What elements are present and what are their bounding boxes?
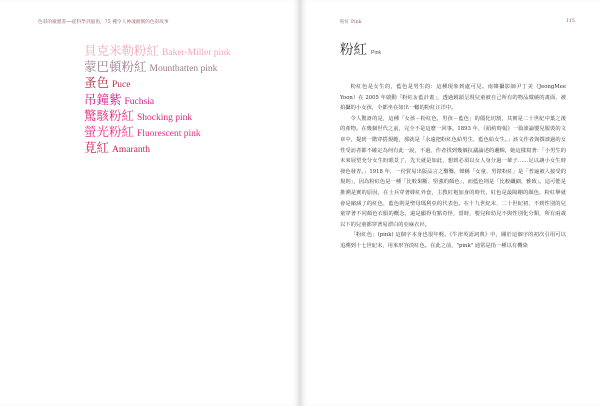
section-title-en: Pink [371,50,382,56]
pink-color-entry [84,76,231,92]
paragraph: 「粉紅色」(pink) 這個字本身也很年輕。《牛津英語詞典》中，關於這個字的初次引用可以追溯到十七世紀末，用來形容淡紅色。在此之前，"pink" 通常是指一種以有機染 [340,232,566,249]
pink-color-name-cn: 螢光粉紅 [84,125,135,140]
pink-color-entry [84,141,231,157]
pink-color-name-cn: 吊鐘紫 [84,92,122,107]
pink-color-name-en: Amaranth [112,145,151,156]
body-text [340,82,566,252]
pink-color-name-cn: 蒙巴頓粉紅 [84,60,147,75]
pink-color-name-cn: 蚤色 [84,76,110,91]
paragraph: 令人驚訝的是，這種「女孩－粉紅色，男孩－藍色」的僵化切割，其實是二十世紀中葉之後的產物。在幾個世代之前，完全不是這麼一回事。1893 年，《紐約時報》一篇談論嬰兒服裝的文章中，提到一階穿搭規範，那就是「永遠把粉紅色給男生，藍色給女生。」該文作者與撰談過的女性受訪者都不確定為何有此一說，不過，作者找到幾個抗議論述的邏輯，她這樣寫著：「小男生的未來展望充分女生盼眼景了，先天就是如此，想到必須以女人身分過一輩子……足以讓小女生時發色發青。」1918 年，一份貿易出版品言之鑿鑿，聲稱「女童、男錶粉紅」是「普遍被人接受的規則」，因為粉紅色是一種「比較果斷、堅強的顏色」，而藍色則是「比較纖細、雅致」。這可能是推溯是實的原因，在士兵穿著緋紅外套，主教紅袍加身的時代，紅色是最陽剛的顏色，粉紅擧就會是縮減了的紅色，藍色則是聖母瑪利亞的代表色。在十九世紀末、二十世紀初，不到性別的兒童穿著不同顏色衣服的概念，還是顯得有點奇怪，當時，嬰兒和幼兒不與性別化分類，所有兩歲以下的兒童都穿著易漂白的亞麻衣衫。 [340,115,566,228]
pink-color-name-en: Puce [112,80,131,91]
section-title [340,38,381,58]
pink-color-name-cn: 貝克米勒粉紅 [84,44,160,58]
pink-color-list [84,44,231,157]
pink-color-name-en: Fuchsia [124,96,155,107]
pink-color-entry [84,93,231,109]
page-number: 115 [566,19,575,24]
pink-color-name-cn: 莧紅 [84,141,110,156]
pink-color-name-en: Shocking pink [137,112,193,123]
right-page [300,0,600,406]
pink-color-entry [84,60,231,76]
pink-color-name-en: Fluorescent pink [137,129,201,140]
pink-color-name-en: Baker-Miller pink [162,48,231,58]
paragraph: 粉紅色是女生的，藍色是男生的：這種現象到處可見。南韓攝影師尹丁美（JeongMee Yoon）在 2005 年啟動「粉紅＆藍計畫」，透過鏡頭呈現兒童被自己所有的物品環繞的畫面，被拍攝的小女孩，全都坐在如出一轍的粉紅汪洋中。 [340,84,566,112]
pink-color-name-en: Mountbatten pink [149,64,218,75]
section-title-cn: 粉紅 [340,42,367,58]
pink-color-entry [84,125,231,141]
right-running-header: 粉紅 Pink [340,20,362,25]
left-running-header: 色彩的履歷書──從科學到風俗，75 種令人神魂顛倒的色彩故事 [38,20,169,25]
pink-color-name-cn: 驚駭粉紅 [84,108,135,123]
pink-color-entry [84,44,231,60]
pink-color-entry [84,109,231,125]
